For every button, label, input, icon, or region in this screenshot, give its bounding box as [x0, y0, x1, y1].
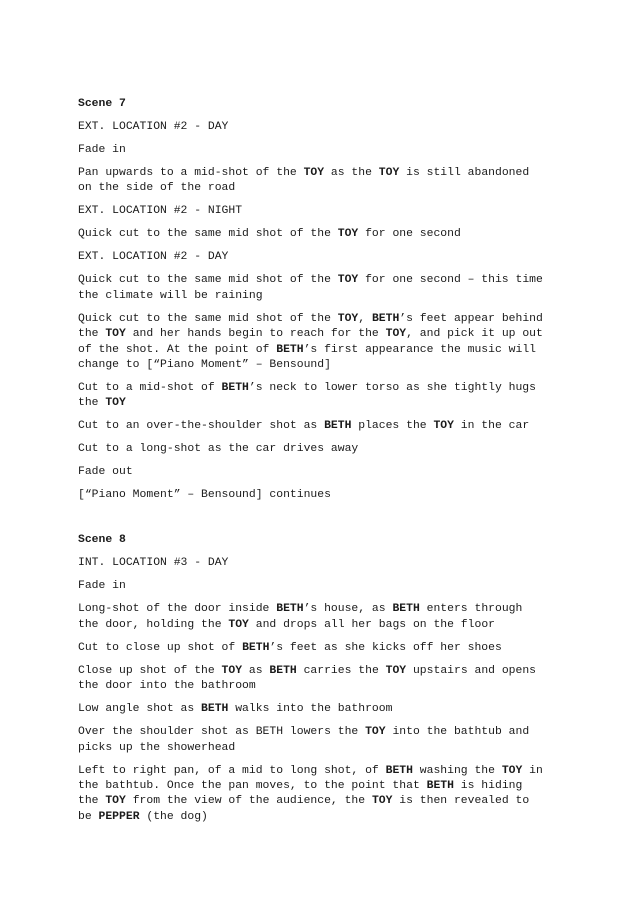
text-segment: Quick cut to the same mid shot of the: [78, 312, 338, 325]
script-page: [78, 97, 578, 833]
character-name: TOY: [303, 167, 325, 179]
script-paragraph: [78, 725, 578, 756]
script-paragraph: [78, 381, 578, 412]
text-segment: EXT. LOCATION #2 - DAY: [78, 251, 229, 264]
text-segment: Cut to a mid-shot of: [78, 382, 222, 395]
text-segment: ’s house, as: [303, 603, 393, 616]
character-name: BETH: [221, 382, 249, 395]
text-segment: ’s feet as she kicks off her shoes: [269, 641, 502, 654]
scene-heading: Scene 7: [78, 98, 126, 110]
character-name: PEPPER: [98, 810, 140, 823]
script-paragraph: [78, 764, 578, 826]
script-paragraph: [78, 312, 578, 374]
text-segment: Pan upwards to a mid-shot of the: [78, 167, 304, 179]
text-segment: [“Piano Moment” – Bensound] continues: [78, 489, 331, 502]
script-paragraph: [78, 641, 578, 656]
script-paragraph: [78, 579, 578, 594]
text-segment: carries the: [296, 664, 386, 677]
text-segment: Cut to an over-the-shoulder shot as: [78, 420, 325, 433]
character-name: BETH: [385, 764, 413, 777]
text-segment: in the car: [453, 420, 530, 433]
character-name: TOY: [385, 328, 407, 341]
script-paragraph: [78, 488, 578, 503]
text-segment: Low angle shot as: [78, 703, 202, 716]
script-paragraph: [78, 442, 578, 457]
text-segment: Long-shot of the door inside: [78, 603, 277, 616]
text-segment: upstairs and opens the door into the bathroom: [78, 664, 537, 693]
text-segment: Left to right pan, of a mid to long shot, of: [78, 764, 386, 777]
character-name: BETH: [426, 780, 454, 793]
scene-divider: [78, 511, 578, 533]
character-name: BETH: [371, 312, 400, 325]
text-segment: and drops all her bags on the floor: [248, 618, 495, 631]
text-segment: walks into the bathroom: [228, 703, 393, 716]
character-name: BETH: [324, 420, 352, 433]
script-paragraph: [78, 602, 578, 633]
text-segment: for one second – this time the climate will be raining: [78, 274, 543, 302]
script-paragraph: [78, 120, 578, 135]
character-name: TOY: [371, 795, 393, 808]
script-paragraph: [78, 227, 578, 242]
character-name: BETH: [269, 664, 297, 677]
text-segment: EXT. LOCATION #2 - DAY: [78, 121, 229, 133]
text-segment: places the: [351, 420, 434, 433]
text-segment: Fade out: [78, 466, 133, 479]
text-segment: and her hands begin to reach for the: [125, 328, 386, 341]
scene-section: [78, 533, 578, 825]
script-paragraph: [78, 250, 578, 265]
text-segment: ’s feet appear behind the: [78, 312, 543, 341]
text-segment: Quick cut to the same mid shot of the: [78, 274, 338, 287]
character-name: TOY: [385, 664, 407, 677]
character-name: TOY: [501, 764, 523, 777]
script-paragraph: [78, 664, 578, 695]
character-name: BETH: [242, 641, 270, 654]
character-name: BETH: [392, 603, 420, 616]
script-paragraph: [78, 702, 578, 717]
character-name: TOY: [433, 420, 454, 433]
script-paragraph: [78, 204, 578, 219]
text-segment: is hiding the: [78, 780, 523, 808]
text-segment: in the bathtub. Once the pan moves, to the point that: [78, 764, 543, 793]
text-segment: washing the: [412, 764, 502, 777]
text-segment: ,: [358, 312, 372, 325]
text-segment: enters through the door, holding the: [78, 603, 523, 631]
scene-heading: Scene 8: [78, 534, 126, 547]
text-segment: Fade in: [78, 580, 126, 593]
character-name: TOY: [337, 312, 359, 325]
character-name: TOY: [228, 618, 249, 631]
text-segment: is still abandoned on the side of the road: [78, 167, 530, 195]
text-segment: for one second: [358, 228, 461, 241]
script-paragraph: [78, 143, 578, 158]
text-segment: , and pick it up out of the shot. At the point of: [78, 328, 543, 356]
text-segment: ’s neck to lower torso as she tightly hugs the: [78, 382, 536, 410]
text-segment: Fade in: [78, 144, 126, 156]
text-segment: EXT. LOCATION #2 - NIGHT: [78, 205, 243, 218]
character-name: TOY: [105, 795, 126, 808]
script-paragraph: [78, 273, 578, 304]
text-segment: (the dog): [139, 810, 208, 823]
text-segment: Over the shoulder shot as BETH lowers the: [78, 726, 366, 739]
text-segment: ’s first appearance the music will change to [“Piano Moment” – Bensound]: [78, 343, 536, 372]
scene-section: [78, 97, 578, 504]
text-segment: into the bathtub and picks up the showerhead: [78, 726, 530, 754]
text-segment: is then revealed to be: [78, 795, 530, 823]
script-paragraph: [78, 419, 578, 434]
text-segment: as the: [324, 167, 379, 179]
text-segment: from the view of the audience, the: [125, 795, 372, 808]
character-name: TOY: [378, 167, 400, 179]
text-segment: INT. LOCATION #3 - DAY: [78, 557, 229, 570]
character-name: TOY: [221, 664, 243, 677]
text-segment: Quick cut to the same mid shot of the: [78, 228, 338, 241]
text-segment: as: [242, 664, 270, 677]
character-name: BETH: [201, 703, 229, 716]
text-segment: Cut to close up shot of: [78, 641, 243, 654]
character-name: TOY: [105, 397, 126, 410]
character-name: TOY: [337, 274, 359, 287]
script-paragraph: [78, 166, 578, 197]
character-name: TOY: [337, 228, 359, 241]
character-name: BETH: [276, 603, 304, 616]
script-paragraph: [78, 556, 578, 571]
text-segment: Cut to a long-shot as the car drives away: [78, 443, 359, 456]
character-name: BETH: [276, 343, 304, 356]
text-segment: Close up shot of the: [78, 664, 222, 677]
character-name: TOY: [105, 328, 126, 341]
script-paragraph: [78, 465, 578, 480]
character-name: TOY: [365, 726, 386, 739]
